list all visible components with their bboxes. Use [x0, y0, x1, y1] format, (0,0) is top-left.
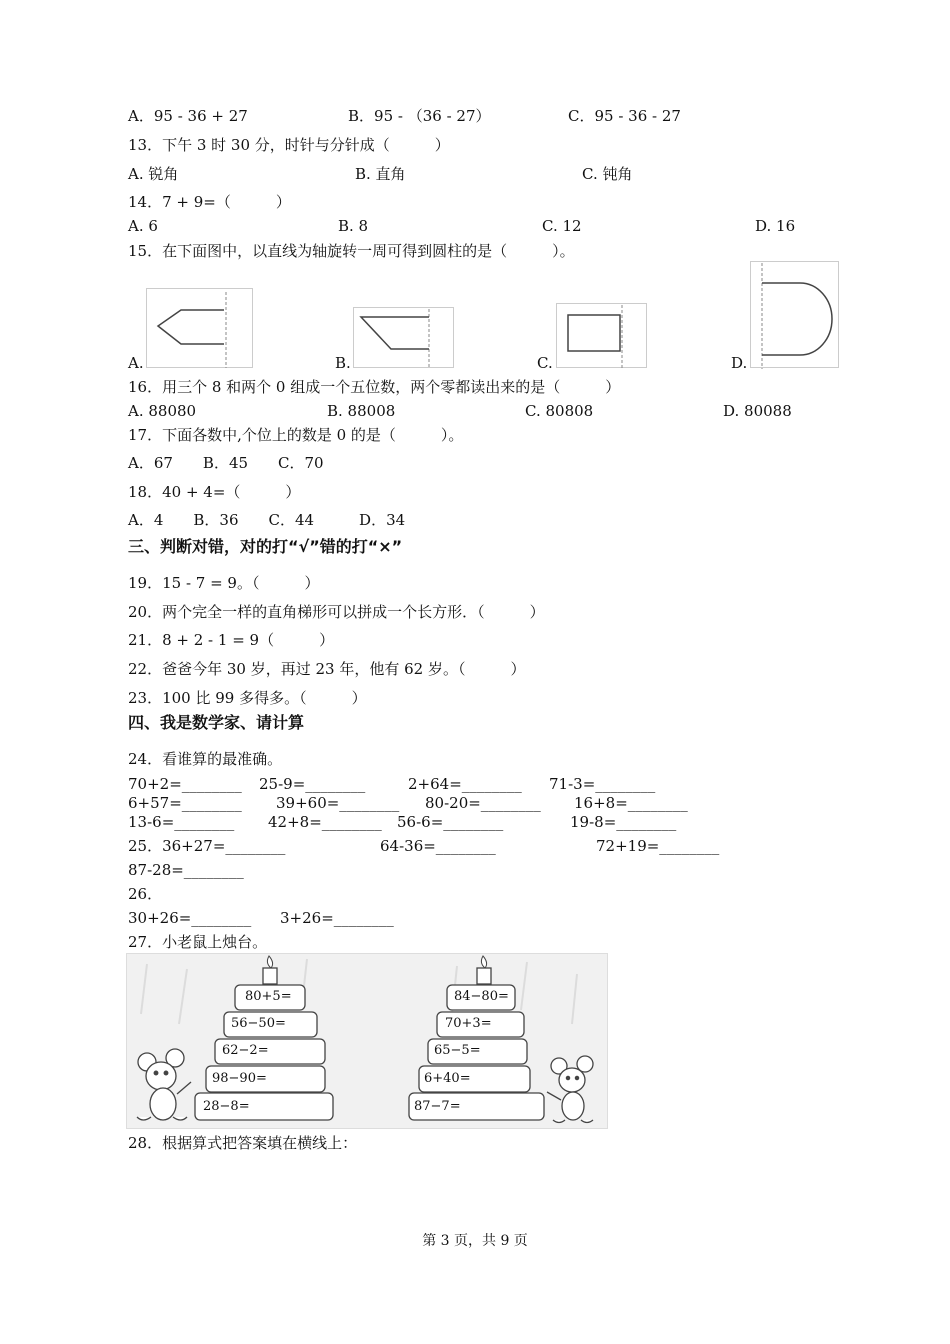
q26-stem: 26．	[128, 885, 163, 903]
q12-option-c: C．95 - 36 - 27	[568, 107, 681, 125]
right-tier-3: 65−5=	[434, 1043, 481, 1058]
q14-option-b: B. 8	[338, 217, 369, 235]
q24-r2-c2: 39+60=________	[276, 794, 400, 812]
q12-option-b: B．95 - （36 - 27）	[348, 107, 491, 125]
q16-option-c: C. 80808	[525, 402, 594, 420]
right-tier-1: 84−80=	[454, 989, 509, 1004]
q22: 22．爸爸今年 30 岁，再过 23 年，他有 62 岁。（ ）	[128, 660, 526, 678]
q13-option-a: A. 锐角	[128, 165, 179, 183]
left-tier-2: 56−50=	[231, 1016, 286, 1031]
q15-label-a: A.	[128, 354, 144, 372]
left-tier-5: 28−8=	[203, 1099, 250, 1114]
q24-r1-c2: 25-9=________	[259, 775, 366, 793]
q24-r1-c4: 71-3=________	[549, 775, 656, 793]
q24-r2-c4: 16+8=________	[574, 794, 688, 812]
q25-b: 64-36=________	[380, 837, 496, 855]
left-tier-4: 98−90=	[212, 1071, 267, 1086]
q24-r1-c3: 2+64=________	[408, 775, 522, 793]
right-candle-icon	[477, 956, 491, 984]
left-tier-3: 62−2=	[222, 1043, 269, 1058]
right-mouse-icon	[547, 1056, 593, 1123]
section-3-heading: 三、判断对错，对的打“√”错的打“×”	[128, 537, 403, 556]
q17-options: A．67 B．45 C．70	[128, 454, 324, 472]
q14-option-a: A. 6	[128, 217, 158, 235]
q19: 19．15 - 7 = 9。（ ）	[128, 574, 320, 592]
q20: 20．两个完全一样的直角梯形可以拼成一个长方形．（ ）	[128, 603, 545, 621]
candlestick-picture	[126, 953, 608, 1129]
q14-option-c: C. 12	[542, 217, 582, 235]
q15-stem: 15．在下面图中，以直线为轴旋转一周可得到圆柱的是（ ）。	[128, 242, 575, 260]
q24-r3-c4: 19-8=________	[570, 813, 677, 831]
left-candle-icon	[263, 956, 277, 984]
right-tier-5: 87−7=	[414, 1099, 461, 1114]
q13-stem: 13．下午 3 时 30 分，时针与分针成（ ）	[128, 136, 450, 154]
q24-r2-c1: 6+57=________	[128, 794, 242, 812]
q12-option-a: A．95 - 36 + 27	[128, 107, 248, 125]
q15-figure-a	[146, 288, 254, 368]
q25-c: 72+19=________	[596, 837, 720, 855]
q24-r3-c3: 56-6=________	[397, 813, 504, 831]
q14-option-d: D. 16	[755, 217, 796, 235]
q15-label-b: B.	[335, 354, 351, 372]
q17-stem: 17．下面各数中,个位上的数是 0 的是（ ）。	[128, 426, 464, 444]
q25-d: 87-28=________	[128, 861, 244, 879]
q24-r2-c3: 80-20=________	[425, 794, 541, 812]
left-mouse-icon	[137, 1049, 191, 1120]
q24-r3-c2: 42+8=________	[268, 813, 382, 831]
q15-figure-d	[750, 261, 840, 369]
q15-label-c: C.	[537, 354, 553, 372]
candlestick-drawing	[127, 954, 607, 1128]
q16-option-a: A. 88080	[128, 402, 197, 420]
q16-stem: 16．用三个 8 和两个 0 组成一个五位数，两个零都读出来的是（ ）	[128, 378, 621, 396]
section-4-heading: 四、我是数学家、请计算	[128, 713, 305, 732]
q15-label-d: D.	[731, 354, 748, 372]
q13-option-b: B. 直角	[355, 165, 406, 183]
q14-stem: 14．7 + 9=（ ）	[128, 193, 291, 211]
q15-figure-c	[556, 303, 648, 369]
q26-b: 3+26=________	[280, 909, 394, 927]
right-tier-2: 70+3=	[445, 1016, 492, 1031]
q18-stem: 18．40 + 4=（ ）	[128, 483, 301, 501]
q16-option-d: D. 80088	[723, 402, 792, 420]
q24-stem: 24．看谁算的最准确。	[128, 750, 283, 768]
q25-a: 25．36+27=________	[128, 837, 286, 855]
right-tier-4: 6+40=	[424, 1071, 471, 1086]
q28: 28．根据算式把答案填在横线上：	[128, 1134, 358, 1152]
q23: 23．100 比 99 多得多。（ ）	[128, 689, 367, 707]
page-footer: 第 3 页，共 9 页	[422, 1233, 528, 1249]
q27-stem: 27．小老鼠上烛台。	[128, 933, 268, 951]
q18-options: A．4 B．36 C．44 D．34	[128, 511, 406, 529]
q16-option-b: B. 88008	[327, 402, 396, 420]
left-tier-1: 80+5=	[245, 989, 292, 1004]
q26-a: 30+26=________	[128, 909, 252, 927]
q15-figure-b	[353, 307, 455, 369]
q24-r3-c1: 13-6=________	[128, 813, 235, 831]
q24-r1-c1: 70+2=________	[128, 775, 242, 793]
q21: 21．8 + 2 - 1 = 9（ ）	[128, 631, 335, 649]
q13-option-c: C. 钝角	[582, 165, 633, 183]
